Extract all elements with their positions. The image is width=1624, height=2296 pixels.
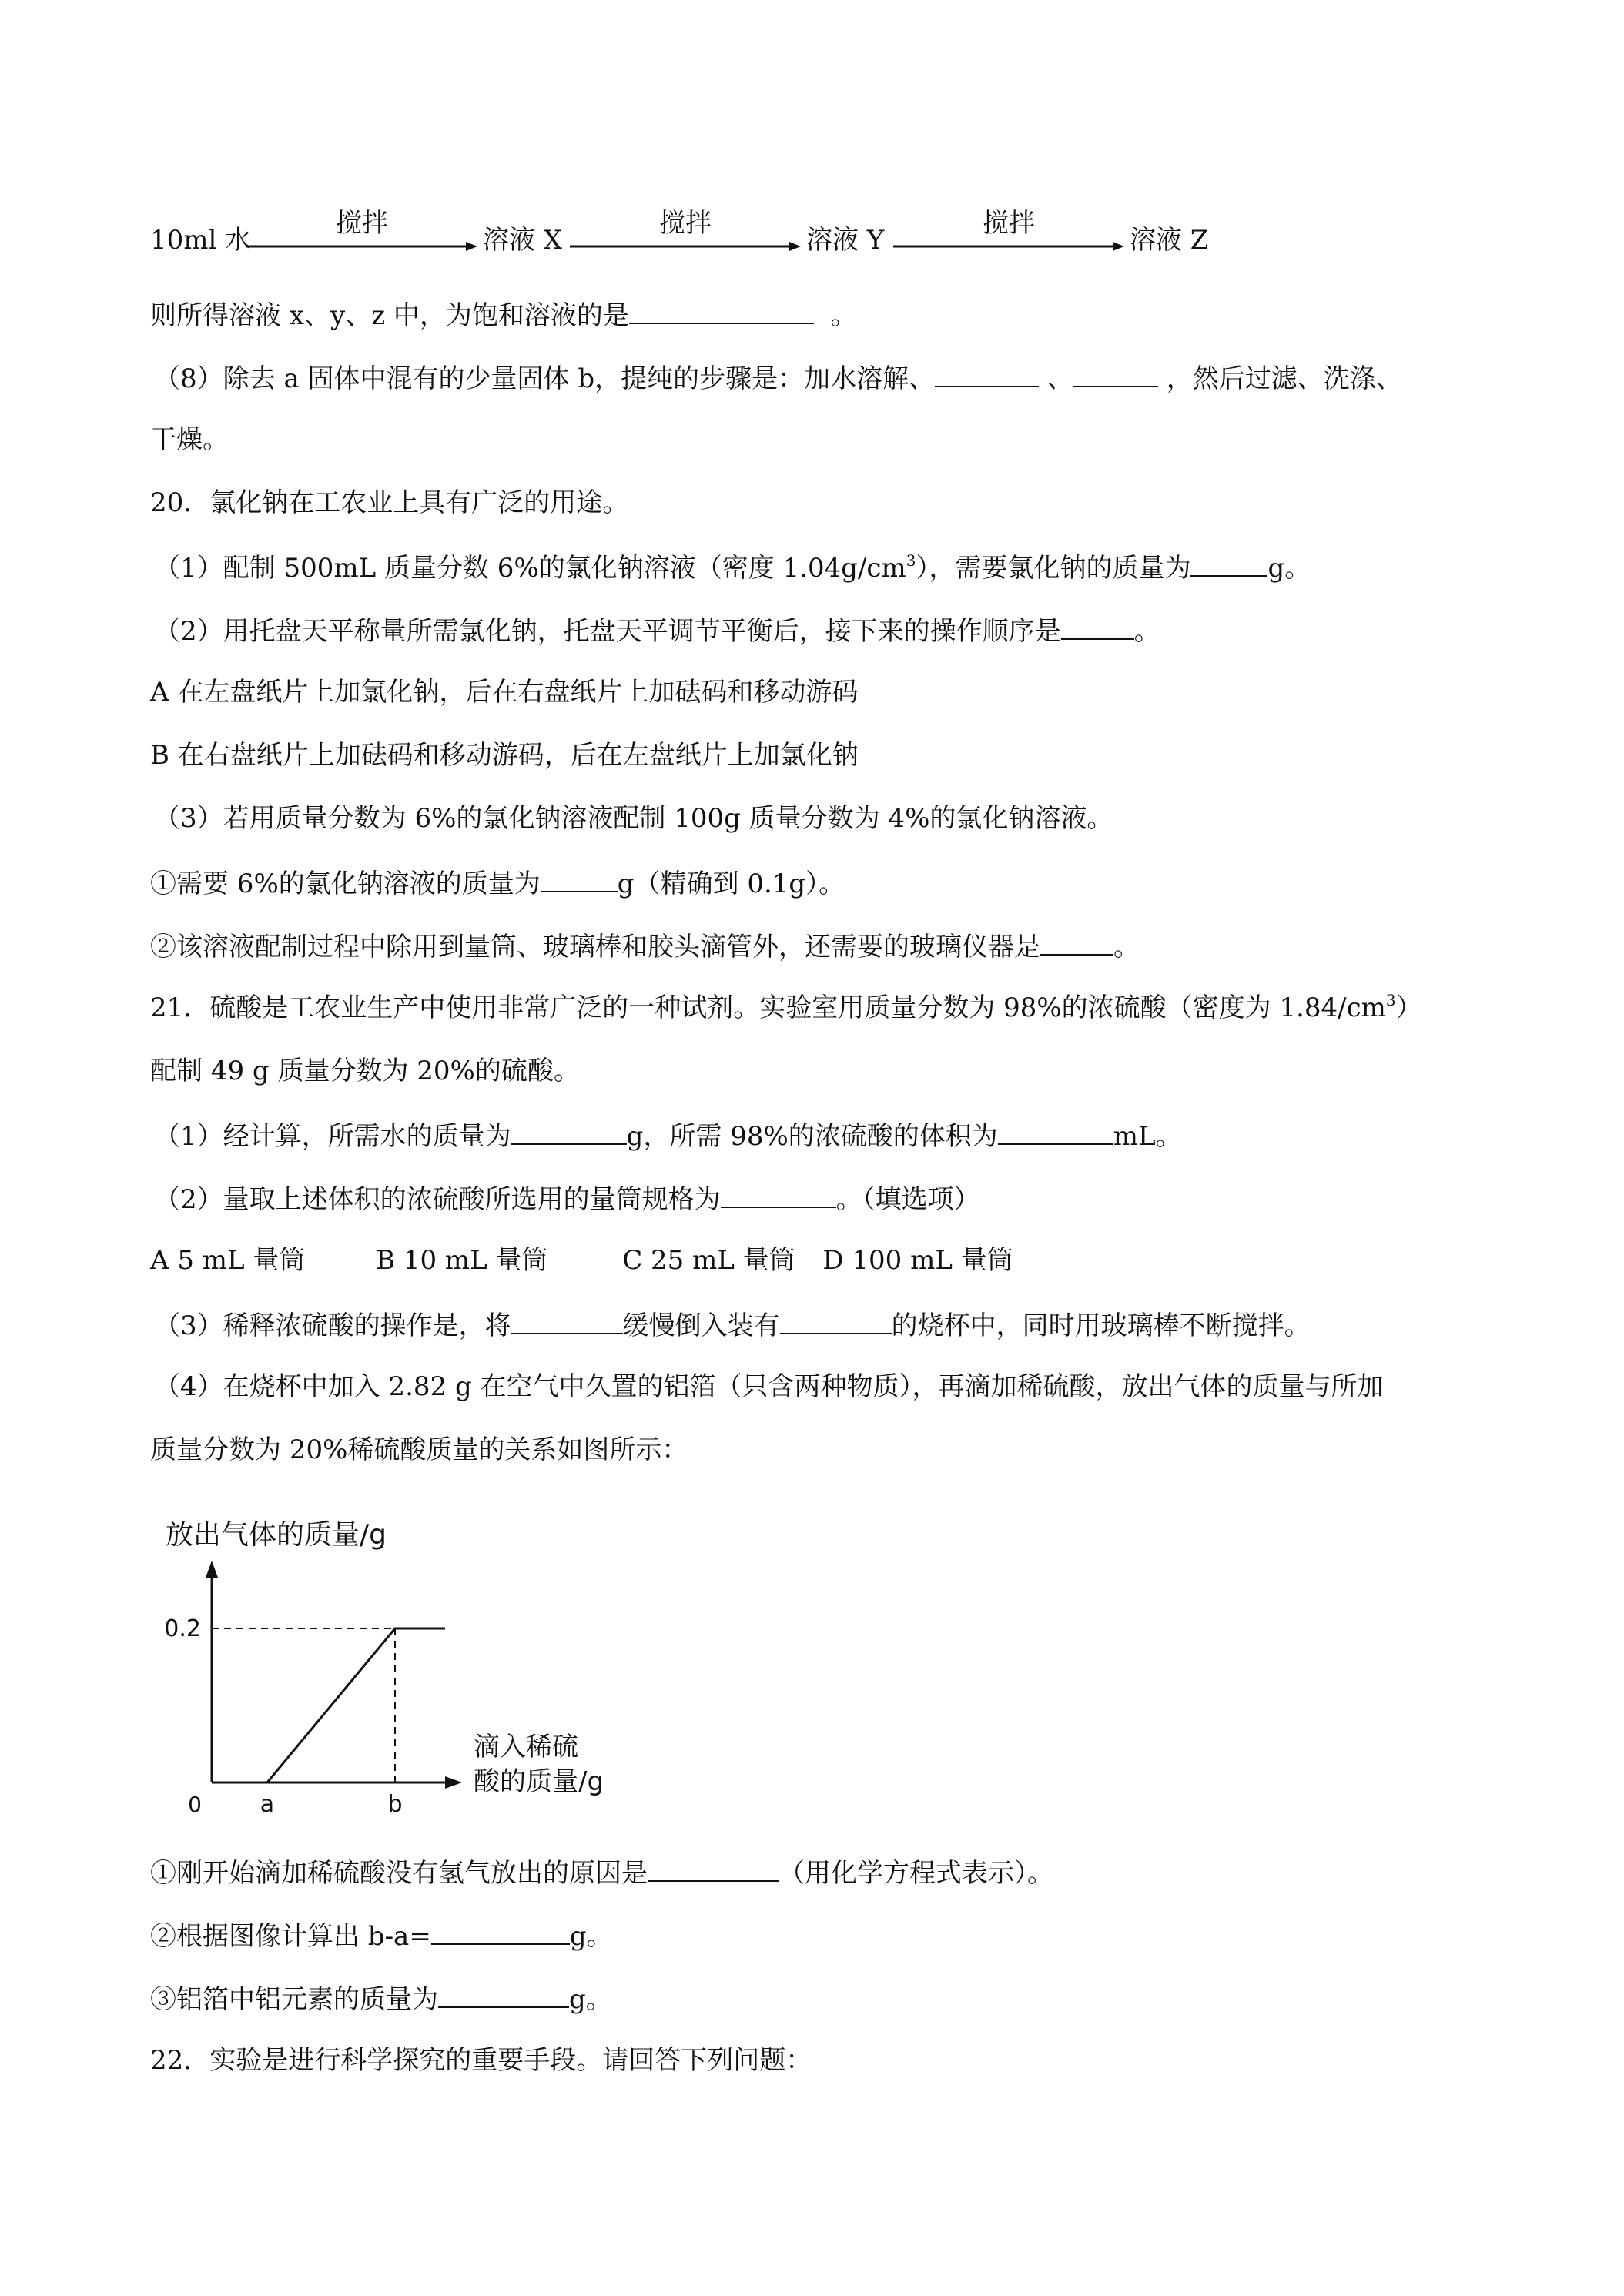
- answer-blank[interactable]: [1073, 360, 1158, 387]
- chart-x-axis-label-line2: 酸的质量/g: [474, 1766, 604, 1797]
- flow-arrow-2-label: 搅拌: [659, 208, 712, 239]
- flow-arrow-1-label: 搅拌: [336, 208, 388, 239]
- chart-x-tick-label-a: a: [260, 1791, 275, 1818]
- question-21-part-3: [154, 1307, 1311, 1343]
- arrow-icon: [893, 239, 1124, 254]
- question-text: （3）稀释浓硫酸的操作是，将: [154, 1310, 511, 1341]
- question-text: ）: [1395, 992, 1422, 1023]
- flow-node-z: 溶液 Z: [1130, 225, 1209, 256]
- arrow-icon: [570, 239, 801, 254]
- question-text: mL。: [1113, 1121, 1182, 1152]
- question-21-part-4-cont: 质量分数为 20%稀硫酸质量的关系如图所示：: [150, 1434, 688, 1465]
- question-21-part-4: （4）在烧杯中加入 2.82 g 在空气中久置的铝箔（只含两种物质），再滴加稀硫酸，放出气体的质量与所加: [154, 1371, 1384, 1402]
- chart-y-tick-label: 0.2: [164, 1615, 201, 1642]
- arrow-icon: [246, 239, 477, 254]
- question-text: g（精确到 0.1g）。: [617, 869, 845, 899]
- chart-marks: [164, 1615, 445, 1818]
- gas-mass-chart: [150, 1513, 643, 1836]
- question-text: 。（填选项）: [835, 1184, 980, 1215]
- question-text: ③铝箔中铝元素的质量为: [150, 1984, 438, 2015]
- answer-blank[interactable]: [541, 865, 618, 892]
- answer-blank[interactable]: [511, 1307, 623, 1334]
- option-b: B 10 mL 量筒: [376, 1245, 548, 1276]
- question-20-part-3-1: [150, 865, 845, 901]
- chart-series-line: [267, 1628, 445, 1782]
- superscript: 3: [906, 551, 916, 570]
- question-20-option-a: A 在左盘纸片上加氯化钠，后在右盘纸片上加砝码和移动游码: [150, 677, 859, 708]
- question-20-part-2: [154, 612, 1160, 648]
- question-text: g。: [569, 1984, 612, 2015]
- chart-x-tick-label-b: b: [387, 1791, 403, 1818]
- question-21-part-4-2: [150, 1917, 613, 1953]
- chart-x-axis-label-line1: 滴入稀硫: [474, 1732, 578, 1762]
- question-22-title: 22．实验是进行科学探究的重要手段。请回答下列问题：: [150, 2045, 812, 2076]
- question-text: ①需要 6%的氯化钠溶液的质量为: [150, 869, 541, 899]
- option-d: D 100 mL 量筒: [822, 1245, 1013, 1276]
- question-20-title: 20．氯化钠在工农业上具有广泛的用途。: [150, 487, 629, 518]
- answer-blank[interactable]: [998, 1117, 1113, 1145]
- question-text: g。: [1267, 553, 1311, 584]
- flow-arrow-3-label: 搅拌: [983, 208, 1035, 239]
- chart-y-axis-label: 放出气体的质量/g: [166, 1519, 387, 1551]
- question-text: g，所需 98%的浓硫酸的体积为: [626, 1121, 998, 1152]
- option-a: A 5 mL 量筒: [150, 1245, 306, 1276]
- chart-origin-label: 0: [188, 1792, 202, 1817]
- option-c: C 25 mL 量筒: [622, 1245, 795, 1276]
- question-text: ②根据图像计算出 b-a=: [150, 1921, 431, 1952]
- question-text: 则所得溶液 x、y、z 中，为饱和溶液的是: [150, 300, 629, 331]
- chart-y-axis-arrow: [206, 1561, 218, 1578]
- answer-blank[interactable]: [1190, 549, 1267, 577]
- answer-blank[interactable]: [721, 1180, 836, 1208]
- flow-node-x: 溶液 X: [483, 225, 563, 256]
- purification-question-line-end: 干燥。: [150, 424, 229, 455]
- question-20-part-3: （3）若用质量分数为 6%的氯化钠溶液配制 100g 质量分数为 4%的氯化钠溶液。: [154, 803, 1113, 834]
- question-text: 。: [830, 300, 857, 331]
- question-text: ，然后过滤、洗涤、: [1166, 363, 1402, 394]
- flow-start-label: 10ml 水: [150, 225, 252, 256]
- question-text: （用化学方程式表示）。: [779, 1858, 1053, 1889]
- answer-blank[interactable]: [780, 1307, 892, 1334]
- question-text: ②该溶液配制过程中除用到量筒、玻璃棒和胶头滴管外，还需要的玻璃仪器是: [150, 932, 1040, 962]
- question-21-title-cont: 配制 49 g 质量分数为 20%的硫酸。: [150, 1056, 580, 1086]
- flow-arrow-2: [570, 208, 801, 269]
- question-21-part-1: [154, 1117, 1182, 1153]
- question-20-part-3-2: [150, 928, 1140, 964]
- question-text: （1）经计算，所需水的质量为: [154, 1121, 511, 1152]
- question-20-option-b: B 在右盘纸片上加砝码和移动游码，后在左盘纸片上加氯化钠: [150, 740, 859, 771]
- question-text: 。: [1133, 616, 1160, 647]
- question-text: （2）用托盘天平称量所需氯化钠，托盘天平调节平衡后，接下来的操作顺序是: [154, 616, 1061, 647]
- answer-blank[interactable]: [648, 1854, 779, 1882]
- superscript: 3: [1385, 991, 1396, 1009]
- question-21-part-4-1: [150, 1854, 1053, 1890]
- answer-blank[interactable]: [431, 1917, 570, 1945]
- question-text: g。: [569, 1921, 613, 1952]
- question-21-part-4-3: [150, 1980, 612, 2017]
- flow-node-y: 溶液 Y: [806, 225, 885, 256]
- question-20-part-1: [154, 549, 1311, 585]
- chart-x-axis-arrow: [445, 1776, 462, 1789]
- question-text: （8）除去 a 固体中混有的少量固体 b，提纯的步骤是：加水溶解、: [154, 363, 936, 394]
- purification-question-line: [154, 360, 1402, 396]
- question-text: （2）量取上述体积的浓硫酸所选用的量筒规格为: [154, 1184, 721, 1215]
- question-text: （1）配制 500mL 质量分数 6%的氯化钠溶液（密度 1.04g/cm: [154, 553, 906, 584]
- question-21-part-2: [154, 1180, 980, 1217]
- question-21-options: [150, 1243, 1013, 1277]
- flow-arrow-3: [893, 208, 1124, 269]
- dissolution-flow-diagram: [150, 208, 1459, 269]
- flow-arrow-1: [246, 208, 477, 269]
- answer-blank[interactable]: [511, 1117, 627, 1145]
- question-text: 缓慢倒入装有: [622, 1310, 780, 1341]
- question-text: ），需要氯化钠的质量为: [916, 553, 1191, 584]
- question-text: 21．硫酸是工农业生产中使用非常广泛的一种试剂。实验室用质量分数为 98%的浓硫酸（密度为 1.84/cm: [150, 992, 1386, 1023]
- question-21-title: [150, 991, 1422, 1025]
- answer-blank[interactable]: [438, 1980, 569, 2008]
- question-text: ①刚开始滴加稀硫酸没有氢气放出的原因是: [150, 1858, 648, 1889]
- answer-blank[interactable]: [1040, 928, 1113, 956]
- answer-blank[interactable]: [629, 296, 814, 324]
- answer-blank[interactable]: [1061, 612, 1134, 640]
- question-text: 、: [1046, 363, 1073, 394]
- answer-blank[interactable]: [935, 360, 1039, 387]
- saturated-question-line: [150, 296, 857, 333]
- question-text: 的烧杯中，同时用玻璃棒不断搅拌。: [891, 1310, 1311, 1341]
- question-text: 。: [1113, 932, 1140, 962]
